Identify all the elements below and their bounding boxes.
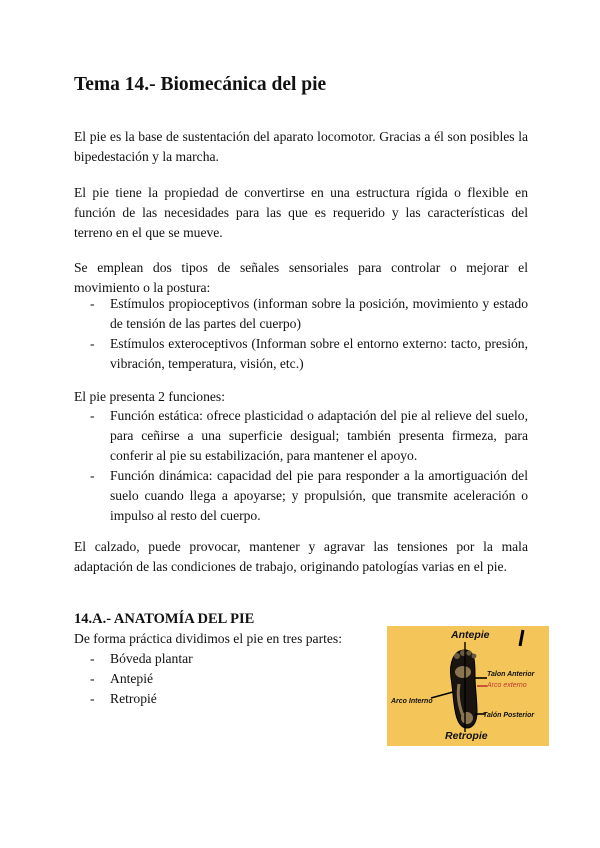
list-item: - Bóveda plantar: [74, 649, 374, 669]
label-antepie: Antepie: [451, 629, 490, 641]
partes-list: [74, 649, 374, 709]
label-retropie: Retropie: [445, 730, 488, 742]
label-arco-interno: Arco Interno: [391, 698, 433, 705]
label-arco-externo: Arco externo: [487, 682, 527, 689]
list-item: - Función estática: ofrece plasticidad o adaptación del pie al relieve del suelo, para ceñirse a una superficie desigual; también presenta firmeza, para conferir al pie su estabilización, para mantener el apoyo.: [74, 406, 528, 466]
list-item: - Retropié: [74, 689, 374, 709]
label-talon-posterior: Talón Posterior: [483, 712, 535, 719]
intro-paragraph-3: Se emplean dos tipos de señales sensoriales para controlar o mejorar el movimiento o la postura:: [74, 260, 528, 295]
toe-mark: [454, 653, 460, 659]
forefoot-pad: [455, 666, 471, 678]
page-title: Tema 14.- Biomecánica del pie: [74, 74, 327, 95]
funciones-list: [74, 406, 528, 526]
list-item: - Función dinámica: capacidad del pie para responder a la amortiguación del suelo cuando llega a apoyarse; y propulsión, que transmite aceleración o impulso al resto del cuerpo.: [74, 466, 528, 526]
senales-list: [74, 294, 528, 374]
foot-anatomy-figure: [387, 626, 549, 746]
heel-pad: [461, 712, 473, 724]
calzado-paragraph: El calzado, puede provocar, mantener y agravar las tensiones por la mala adaptación de las condiciones de trabajo, originando patologías varias en el pie.: [74, 539, 528, 574]
toe-mark: [466, 650, 471, 655]
intro-paragraph-2: El pie tiene la propiedad de convertirse en una estructura rígida o flexible en función de las necesidades para las que es requerido y las características del terreno en el que se mueve.: [74, 185, 528, 240]
toe-mark: [472, 654, 477, 659]
numeral-stroke: [520, 630, 523, 646]
list-item: - Antepié: [74, 669, 374, 689]
intro-paragraph-1: El pie es la base de sustentación del aparato locomotor. Gracias a él son posibles la bipedestación y la marcha.: [74, 129, 528, 164]
list-item: - Estímulos exteroceptivos (Informan sobre el entorno externo: tacto, presión, vibración, temperatura, visión, etc.): [74, 334, 528, 374]
anatomia-intro: De forma práctica dividimos el pie en tres partes:: [74, 631, 342, 646]
pointer-arco-interno: [431, 692, 453, 698]
list-item: - Estímulos propioceptivos (informan sobre la posición, movimiento y estado de tensión de las partes del cuerpo): [74, 294, 528, 334]
funciones-intro: El pie presenta 2 funciones:: [74, 389, 225, 404]
label-talon-anterior: Talon Anterior: [487, 671, 535, 678]
section-heading: 14.A.- ANATOMÍA DEL PIE: [74, 611, 255, 627]
